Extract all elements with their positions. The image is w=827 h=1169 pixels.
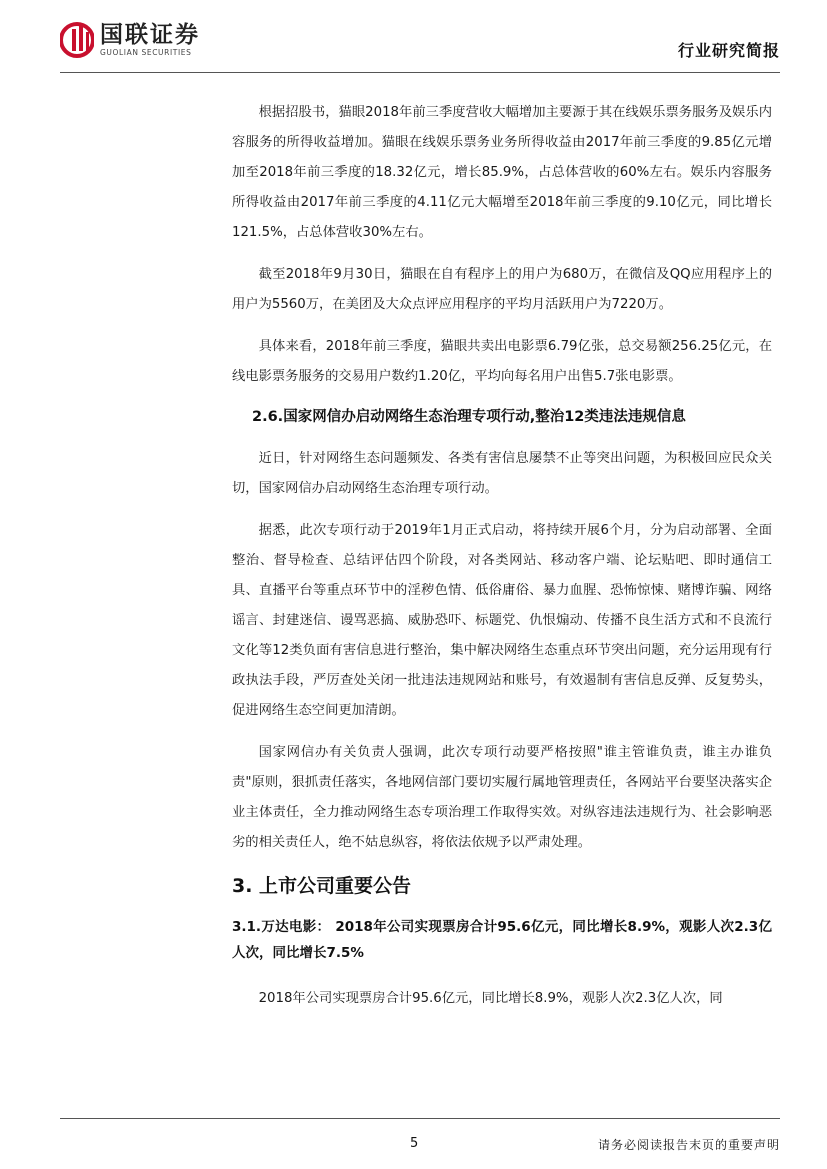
paragraph-maoyan-tickets: 具体来看，2018年前三季度，猫眼共卖出电影票6.79亿张，总交易额256.25亿元，在线电影票务服务的交易用户数约1.20亿，平均向每名用户出售5.7张电影票。 xyxy=(232,339,772,384)
page-number: 5 xyxy=(410,1136,419,1151)
paragraph-cac-responsibility: 国家网信办有关负责人强调，此次专项行动要严格按照"谁主管谁负责，谁主办谁负责"原则，狠抓责任落实，各地网信部门要切实履行属地管理责任，各网站平台要坚决落实企业主体责任，全力推动网络生态专项治理工作取得实效。对纵容违法违规行为、社会影响恶劣的相关责任人，绝不姑息纵容，将依法依规予以严肃处理。 xyxy=(232,745,772,850)
logo-english-name: GUOLIAN SECURITIES xyxy=(100,48,192,57)
paragraph-cac-details: 据悉，此次专项行动于2019年1月正式启动，将持续开展6个月，分为启动部署、全面整治、督导检查、总结评估四个阶段，对各类网站、移动客户端、论坛贴吧、即时通信工具、直播平台等重点环节中的淫秽色情、低俗庸俗、暴力血腥、恐怖惊悚、赌博诈骗、网络谣言、封建迷信、谩骂恶搞、威胁恐吓、标题党、仇恨煽动、传播不良生活方式和不良流行文化等12类负面有害信息进行整治，集中解决网络生态重点环节突出问题，充分运用现有行政执法手段，严厉查处关闭一批违法违规网站和账号，有效遏制有害信息反弹、反复势头，促进网络生态空间更加清朗。 xyxy=(232,523,772,718)
footer-divider xyxy=(60,1118,780,1119)
page-footer xyxy=(60,1118,780,1158)
logo-chinese-name: 国联证券 xyxy=(100,22,200,48)
section-heading-3: 3. 上市公司重要公告 xyxy=(232,875,412,897)
paragraph-maoyan-users: 截至2018年9月30日，猫眼在自有程序上的用户为680万，在微信及QQ应用程序上的用户为5560万，在美团及大众点评应用程序的平均月活跃用户为7220万。 xyxy=(232,267,772,312)
paragraph-wanda-boxoffice: 2018年公司实现票房合计95.6亿元，同比增长8.9%，观影人次2.3亿人次，同 xyxy=(258,991,723,1006)
header-divider xyxy=(60,72,780,73)
main-content xyxy=(232,98,772,1026)
company-logo xyxy=(60,18,200,62)
page-header xyxy=(60,18,780,62)
document-type-label: 行业研究简报 xyxy=(677,41,780,60)
paragraph-maoyan-revenue: 根据招股书，猫眼2018年前三季度营收大幅增加主要源于其在线娱乐票务服务及娱乐内容服务的所得收益增加。猫眼在线娱乐票务业务所得收益由2017年前三季度的9.85亿元增加至2018年前三季度的18.32亿元，增长85.9%，占总体营收的60%左右。娱乐内容服务所得收益由2017年前三季度的4.11亿元大幅增至2018年前三季度的9.10亿元，同比增长121.5%，占总体营收30%左右。 xyxy=(232,105,772,240)
logo-mark-icon xyxy=(60,20,94,60)
section-heading-2-6: 2.6.国家网信办启动网络生态治理专项行动,整治12类违法违规信息 xyxy=(252,409,686,425)
section-heading-3-1: 3.1.万达电影： 2018年公司实现票房合计95.6亿元，同比增长8.9%，观影人次2.3亿人次，同比增长7.5% xyxy=(232,919,772,961)
paragraph-cac-intro: 近日，针对网络生态问题频发、各类有害信息屡禁不止等突出问题，为积极回应民众关切，国家网信办启动网络生态治理专项行动。 xyxy=(232,451,772,496)
footer-disclaimer: 请务必阅读报告末页的重要声明 xyxy=(597,1138,780,1152)
